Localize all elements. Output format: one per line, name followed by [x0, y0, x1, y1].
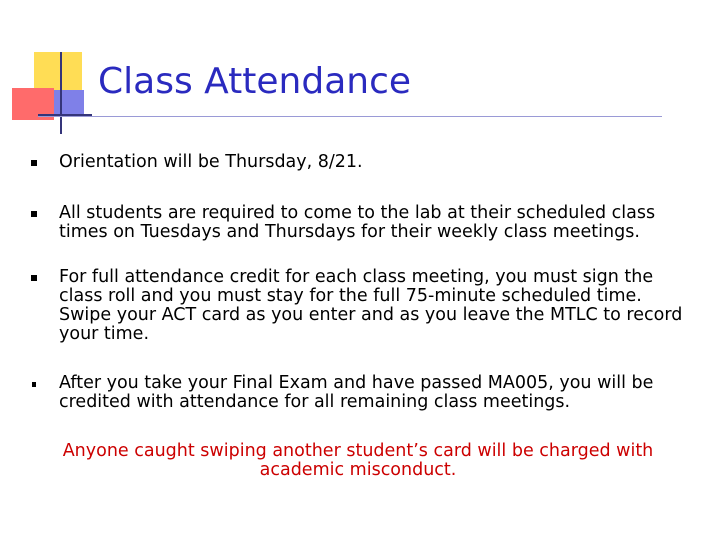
square-bullet-icon: [31, 211, 37, 217]
bullet-text: Orientation will be Thursday, 8/21.: [59, 152, 363, 172]
decor-vertical-line: [60, 52, 62, 134]
bullet-item: [28, 268, 688, 344]
square-bullet-icon: [31, 275, 37, 281]
bullet-text: For full attendance credit for each class meeting, you must sign the class roll and you must stay for the full 75-minute scheduled time. Swipe your ACT card as you enter and as you leave the MTLC to record your time.: [59, 267, 683, 344]
decor-horizontal-rule: [38, 116, 662, 117]
square-bullet-icon: [32, 382, 36, 387]
bullet-text: All students are required to come to the lab at their scheduled class times on Tuesdays and Thursdays for their weekly class meetings.: [59, 203, 656, 242]
bullet-item: [28, 204, 688, 242]
bullet-text: After you take your Final Exam and have passed MA005, you will be credited with attendance for all remaining class meetings.: [59, 373, 654, 412]
misconduct-warning: Anyone caught swiping another student’s card will be charged with academic misconduct.: [62, 441, 654, 480]
bullet-item: [28, 153, 688, 172]
slide-title: Class Attendance: [98, 61, 412, 102]
bullet-item: [28, 374, 688, 412]
square-bullet-icon: [31, 160, 37, 166]
decor-blue-square: [54, 90, 84, 116]
